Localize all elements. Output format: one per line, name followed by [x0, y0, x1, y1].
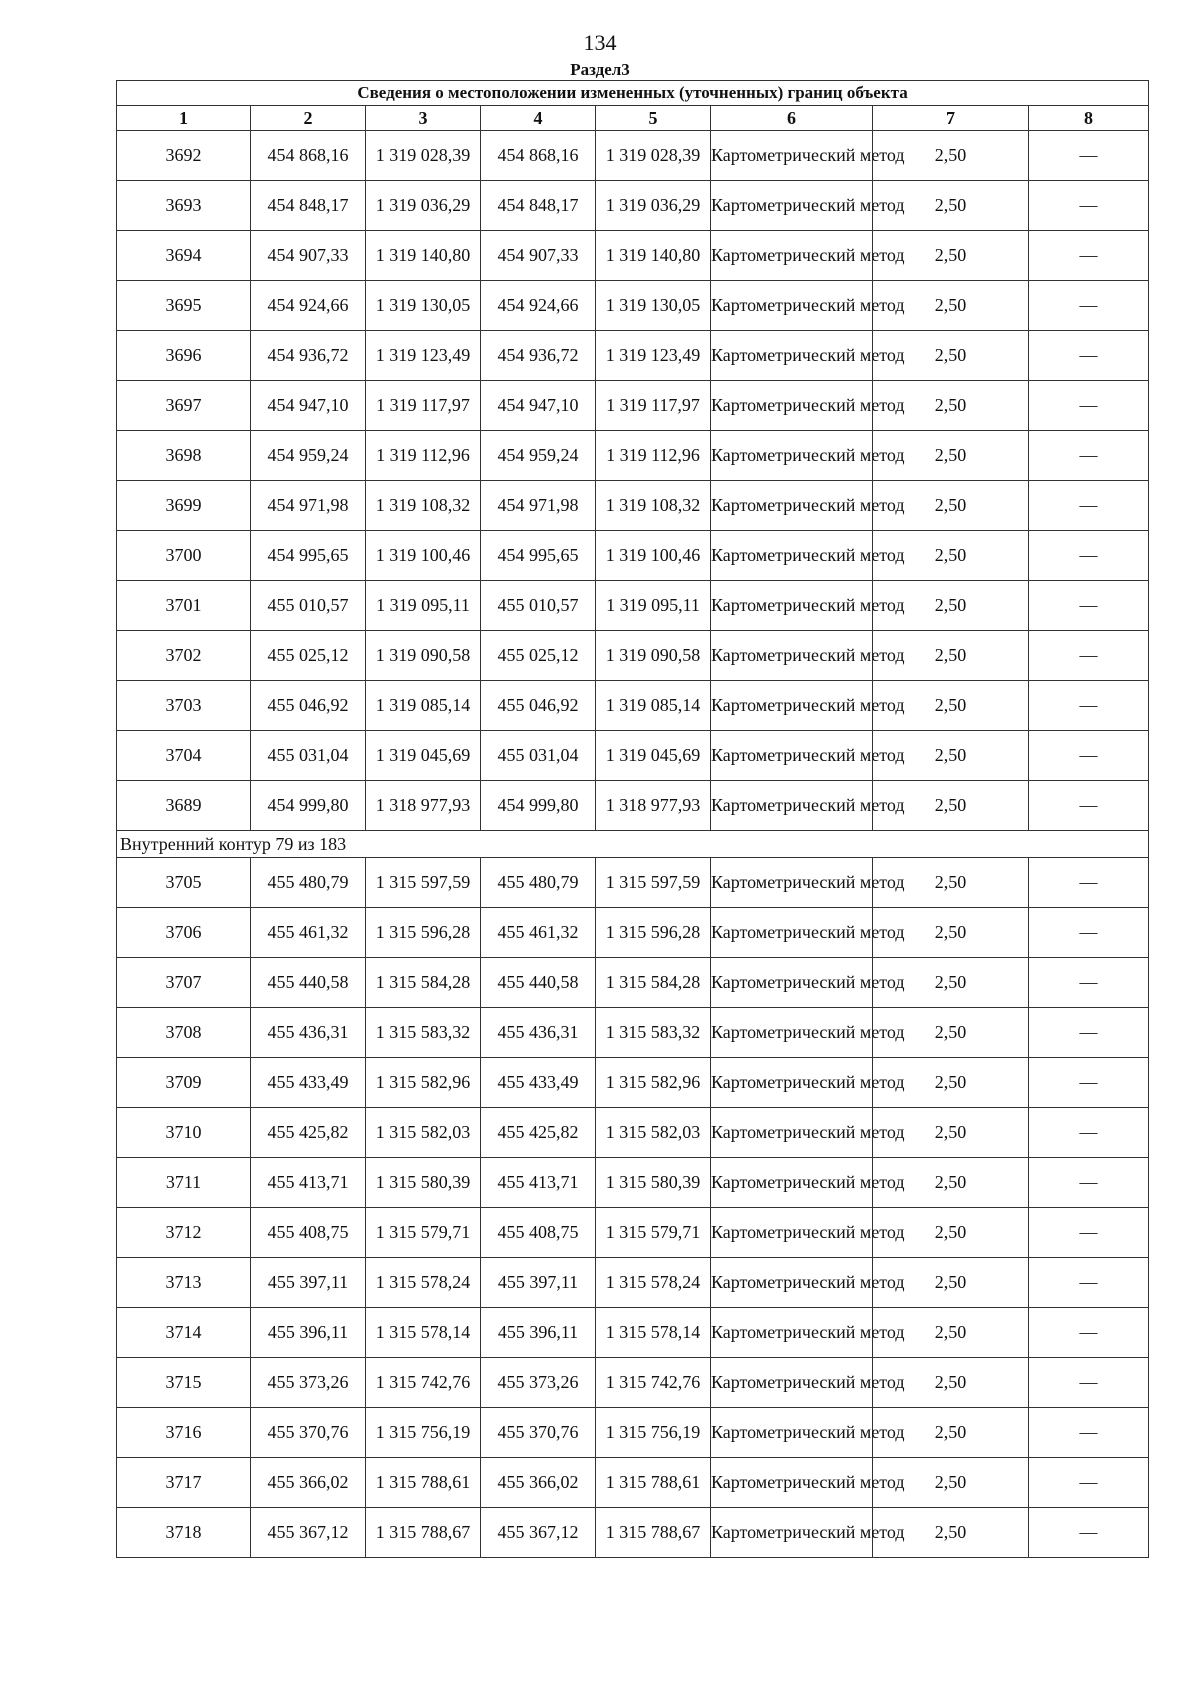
y-old-cell: 1 319 112,96	[366, 431, 481, 481]
accuracy-cell: 2,50	[873, 431, 1029, 481]
y-old-cell: 1 315 597,59	[366, 858, 481, 908]
y-old-cell: 1 319 117,97	[366, 381, 481, 431]
point-number-cell: 3710	[117, 1108, 251, 1158]
accuracy-cell: 2,50	[873, 958, 1029, 1008]
accuracy-cell: 2,50	[873, 731, 1029, 781]
x-new-cell: 454 868,16	[481, 131, 596, 181]
boundary-coordinates-table	[116, 80, 1149, 1558]
table-row	[117, 481, 1149, 531]
point-number-cell: 3717	[117, 1458, 251, 1508]
column-header: 2	[251, 106, 366, 131]
y-new-cell: 1 315 788,61	[596, 1458, 711, 1508]
accuracy-cell: 2,50	[873, 1408, 1029, 1458]
description-cell: —	[1029, 1158, 1149, 1208]
accuracy-cell: 2,50	[873, 1308, 1029, 1358]
description-cell: —	[1029, 581, 1149, 631]
description-cell: —	[1029, 1458, 1149, 1508]
table-row	[117, 1458, 1149, 1508]
table-row	[117, 1408, 1149, 1458]
column-header: 1	[117, 106, 251, 131]
y-old-cell: 1 318 977,93	[366, 781, 481, 831]
description-cell: —	[1029, 858, 1149, 908]
accuracy-cell: 2,50	[873, 1508, 1029, 1558]
table-row	[117, 958, 1149, 1008]
y-old-cell: 1 319 036,29	[366, 181, 481, 231]
table-row	[117, 1058, 1149, 1108]
x-new-cell: 455 433,49	[481, 1058, 596, 1108]
x-old-cell: 455 433,49	[251, 1058, 366, 1108]
y-new-cell: 1 318 977,93	[596, 781, 711, 831]
y-old-cell: 1 315 596,28	[366, 908, 481, 958]
x-new-cell: 455 436,31	[481, 1008, 596, 1058]
method-cell: Картометрический метод	[711, 731, 873, 781]
point-number-cell: 3707	[117, 958, 251, 1008]
x-old-cell: 454 848,17	[251, 181, 366, 231]
point-number-cell: 3702	[117, 631, 251, 681]
point-number-cell: 3703	[117, 681, 251, 731]
column-header: 3	[366, 106, 481, 131]
table-row	[117, 681, 1149, 731]
y-new-cell: 1 319 036,29	[596, 181, 711, 231]
description-cell: —	[1029, 731, 1149, 781]
method-cell: Картометрический метод	[711, 908, 873, 958]
accuracy-cell: 2,50	[873, 858, 1029, 908]
description-cell: —	[1029, 381, 1149, 431]
method-cell: Картометрический метод	[711, 331, 873, 381]
y-new-cell: 1 319 085,14	[596, 681, 711, 731]
accuracy-cell: 2,50	[873, 1358, 1029, 1408]
y-new-cell: 1 319 045,69	[596, 731, 711, 781]
accuracy-cell: 2,50	[873, 1158, 1029, 1208]
description-cell: —	[1029, 781, 1149, 831]
x-old-cell: 455 436,31	[251, 1008, 366, 1058]
x-new-cell: 455 413,71	[481, 1158, 596, 1208]
x-new-cell: 455 370,76	[481, 1408, 596, 1458]
description-cell: —	[1029, 681, 1149, 731]
y-old-cell: 1 315 578,14	[366, 1308, 481, 1358]
method-cell: Картометрический метод	[711, 131, 873, 181]
x-old-cell: 455 046,92	[251, 681, 366, 731]
y-new-cell: 1 315 742,76	[596, 1358, 711, 1408]
point-number-cell: 3713	[117, 1258, 251, 1308]
x-new-cell: 455 397,11	[481, 1258, 596, 1308]
y-new-cell: 1 315 578,24	[596, 1258, 711, 1308]
y-new-cell: 1 319 112,96	[596, 431, 711, 481]
x-old-cell: 455 396,11	[251, 1308, 366, 1358]
y-old-cell: 1 319 123,49	[366, 331, 481, 381]
point-number-cell: 3700	[117, 531, 251, 581]
y-old-cell: 1 319 090,58	[366, 631, 481, 681]
y-new-cell: 1 315 578,14	[596, 1308, 711, 1358]
accuracy-cell: 2,50	[873, 531, 1029, 581]
point-number-cell: 3698	[117, 431, 251, 481]
point-number-cell: 3705	[117, 858, 251, 908]
y-old-cell: 1 319 045,69	[366, 731, 481, 781]
table-row	[117, 231, 1149, 281]
table-row	[117, 131, 1149, 181]
x-old-cell: 455 480,79	[251, 858, 366, 908]
method-cell: Картометрический метод	[711, 1108, 873, 1158]
table-row	[117, 631, 1149, 681]
x-new-cell: 455 396,11	[481, 1308, 596, 1358]
point-number-cell: 3697	[117, 381, 251, 431]
accuracy-cell: 2,50	[873, 1008, 1029, 1058]
accuracy-cell: 2,50	[873, 1208, 1029, 1258]
y-old-cell: 1 315 584,28	[366, 958, 481, 1008]
y-old-cell: 1 315 583,32	[366, 1008, 481, 1058]
method-cell: Картометрический метод	[711, 1408, 873, 1458]
x-old-cell: 455 397,11	[251, 1258, 366, 1308]
accuracy-cell: 2,50	[873, 681, 1029, 731]
accuracy-cell: 2,50	[873, 131, 1029, 181]
contour-label-row	[117, 831, 1149, 858]
method-cell: Картометрический метод	[711, 1358, 873, 1408]
y-new-cell: 1 315 582,96	[596, 1058, 711, 1108]
x-old-cell: 455 440,58	[251, 958, 366, 1008]
x-old-cell: 455 366,02	[251, 1458, 366, 1508]
point-number-cell: 3701	[117, 581, 251, 631]
table-row	[117, 331, 1149, 381]
y-old-cell: 1 315 580,39	[366, 1158, 481, 1208]
x-old-cell: 455 031,04	[251, 731, 366, 781]
table-row	[117, 431, 1149, 481]
x-old-cell: 454 959,24	[251, 431, 366, 481]
point-number-cell: 3714	[117, 1308, 251, 1358]
x-old-cell: 455 461,32	[251, 908, 366, 958]
table-row	[117, 858, 1149, 908]
point-number-cell: 3718	[117, 1508, 251, 1558]
table-row	[117, 1508, 1149, 1558]
y-old-cell: 1 319 108,32	[366, 481, 481, 531]
y-old-cell: 1 315 579,71	[366, 1208, 481, 1258]
description-cell: —	[1029, 431, 1149, 481]
accuracy-cell: 2,50	[873, 1458, 1029, 1508]
table-row	[117, 1208, 1149, 1258]
point-number-cell: 3692	[117, 131, 251, 181]
method-cell: Картометрический метод	[711, 631, 873, 681]
x-new-cell: 454 924,66	[481, 281, 596, 331]
x-new-cell: 455 031,04	[481, 731, 596, 781]
y-new-cell: 1 319 123,49	[596, 331, 711, 381]
method-cell: Картометрический метод	[711, 958, 873, 1008]
method-cell: Картометрический метод	[711, 1258, 873, 1308]
accuracy-cell: 2,50	[873, 281, 1029, 331]
y-new-cell: 1 319 140,80	[596, 231, 711, 281]
table-row	[117, 381, 1149, 431]
x-old-cell: 455 025,12	[251, 631, 366, 681]
y-new-cell: 1 319 108,32	[596, 481, 711, 531]
method-cell: Картометрический метод	[711, 858, 873, 908]
y-new-cell: 1 315 756,19	[596, 1408, 711, 1458]
y-old-cell: 1 319 028,39	[366, 131, 481, 181]
x-new-cell: 455 010,57	[481, 581, 596, 631]
description-cell: —	[1029, 281, 1149, 331]
method-cell: Картометрический метод	[711, 1458, 873, 1508]
point-number-cell: 3689	[117, 781, 251, 831]
point-number-cell: 3709	[117, 1058, 251, 1108]
description-cell: —	[1029, 331, 1149, 381]
x-new-cell: 455 025,12	[481, 631, 596, 681]
y-new-cell: 1 319 130,05	[596, 281, 711, 331]
method-cell: Картометрический метод	[711, 1008, 873, 1058]
column-header: 8	[1029, 106, 1149, 131]
method-cell: Картометрический метод	[711, 1308, 873, 1358]
y-old-cell: 1 319 140,80	[366, 231, 481, 281]
x-new-cell: 454 848,17	[481, 181, 596, 231]
y-new-cell: 1 315 596,28	[596, 908, 711, 958]
accuracy-cell: 2,50	[873, 331, 1029, 381]
description-cell: —	[1029, 1208, 1149, 1258]
y-old-cell: 1 315 742,76	[366, 1358, 481, 1408]
x-new-cell: 455 366,02	[481, 1458, 596, 1508]
method-cell: Картометрический метод	[711, 581, 873, 631]
point-number-cell: 3712	[117, 1208, 251, 1258]
table-row	[117, 1158, 1149, 1208]
accuracy-cell: 2,50	[873, 908, 1029, 958]
x-old-cell: 455 408,75	[251, 1208, 366, 1258]
x-old-cell: 454 995,65	[251, 531, 366, 581]
method-cell: Картометрический метод	[711, 481, 873, 531]
y-new-cell: 1 319 090,58	[596, 631, 711, 681]
description-cell: —	[1029, 631, 1149, 681]
table-row	[117, 1108, 1149, 1158]
method-cell: Картометрический метод	[711, 681, 873, 731]
x-old-cell: 454 936,72	[251, 331, 366, 381]
y-new-cell: 1 315 584,28	[596, 958, 711, 1008]
y-old-cell: 1 315 582,96	[366, 1058, 481, 1108]
point-number-cell: 3694	[117, 231, 251, 281]
description-cell: —	[1029, 1508, 1149, 1558]
method-cell: Картометрический метод	[711, 1158, 873, 1208]
table-row	[117, 781, 1149, 831]
table-row	[117, 908, 1149, 958]
y-new-cell: 1 315 788,67	[596, 1508, 711, 1558]
description-cell: —	[1029, 908, 1149, 958]
point-number-cell: 3699	[117, 481, 251, 531]
method-cell: Картометрический метод	[711, 1058, 873, 1108]
y-old-cell: 1 319 100,46	[366, 531, 481, 581]
point-number-cell: 3711	[117, 1158, 251, 1208]
column-header: 4	[481, 106, 596, 131]
y-old-cell: 1 315 788,61	[366, 1458, 481, 1508]
table-row	[117, 1258, 1149, 1308]
table-caption: Сведения о местоположении измененных (уточненных) границ объекта	[117, 81, 1149, 106]
y-new-cell: 1 315 597,59	[596, 858, 711, 908]
y-old-cell: 1 315 756,19	[366, 1408, 481, 1458]
description-cell: —	[1029, 1108, 1149, 1158]
method-cell: Картометрический метод	[711, 181, 873, 231]
x-old-cell: 454 971,98	[251, 481, 366, 531]
method-cell: Картометрический метод	[711, 1508, 873, 1558]
table-row	[117, 181, 1149, 231]
x-old-cell: 455 367,12	[251, 1508, 366, 1558]
accuracy-cell: 2,50	[873, 231, 1029, 281]
x-new-cell: 454 959,24	[481, 431, 596, 481]
description-cell: —	[1029, 1258, 1149, 1308]
section-title: Раздел3	[570, 60, 630, 79]
description-cell: —	[1029, 1358, 1149, 1408]
x-new-cell: 455 367,12	[481, 1508, 596, 1558]
table-row	[117, 1008, 1149, 1058]
y-old-cell: 1 315 578,24	[366, 1258, 481, 1308]
accuracy-cell: 2,50	[873, 781, 1029, 831]
method-cell: Картометрический метод	[711, 231, 873, 281]
y-new-cell: 1 315 579,71	[596, 1208, 711, 1258]
description-cell: —	[1029, 131, 1149, 181]
x-new-cell: 454 907,33	[481, 231, 596, 281]
description-cell: —	[1029, 481, 1149, 531]
method-cell: Картометрический метод	[711, 281, 873, 331]
x-old-cell: 454 868,16	[251, 131, 366, 181]
y-new-cell: 1 315 582,03	[596, 1108, 711, 1158]
description-cell: —	[1029, 1408, 1149, 1458]
x-old-cell: 455 373,26	[251, 1358, 366, 1408]
y-old-cell: 1 319 095,11	[366, 581, 481, 631]
x-new-cell: 454 995,65	[481, 531, 596, 581]
accuracy-cell: 2,50	[873, 631, 1029, 681]
description-cell: —	[1029, 181, 1149, 231]
x-new-cell: 455 408,75	[481, 1208, 596, 1258]
method-cell: Картометрический метод	[711, 781, 873, 831]
y-old-cell: 1 319 085,14	[366, 681, 481, 731]
accuracy-cell: 2,50	[873, 181, 1029, 231]
x-new-cell: 454 999,80	[481, 781, 596, 831]
accuracy-cell: 2,50	[873, 581, 1029, 631]
x-old-cell: 454 999,80	[251, 781, 366, 831]
x-new-cell: 455 425,82	[481, 1108, 596, 1158]
accuracy-cell: 2,50	[873, 1258, 1029, 1308]
point-number-cell: 3704	[117, 731, 251, 781]
point-number-cell: 3695	[117, 281, 251, 331]
description-cell: —	[1029, 531, 1149, 581]
point-number-cell: 3708	[117, 1008, 251, 1058]
point-number-cell: 3696	[117, 331, 251, 381]
x-old-cell: 455 413,71	[251, 1158, 366, 1208]
x-new-cell: 454 947,10	[481, 381, 596, 431]
description-cell: —	[1029, 1008, 1149, 1058]
table-row	[117, 581, 1149, 631]
accuracy-cell: 2,50	[873, 1108, 1029, 1158]
x-new-cell: 454 971,98	[481, 481, 596, 531]
y-new-cell: 1 319 095,11	[596, 581, 711, 631]
accuracy-cell: 2,50	[873, 1058, 1029, 1108]
y-old-cell: 1 315 788,67	[366, 1508, 481, 1558]
x-old-cell: 455 425,82	[251, 1108, 366, 1158]
x-old-cell: 454 907,33	[251, 231, 366, 281]
description-cell: —	[1029, 1308, 1149, 1358]
description-cell: —	[1029, 958, 1149, 1008]
x-new-cell: 455 440,58	[481, 958, 596, 1008]
accuracy-cell: 2,50	[873, 481, 1029, 531]
x-new-cell: 454 936,72	[481, 331, 596, 381]
table-row	[117, 731, 1149, 781]
description-cell: —	[1029, 231, 1149, 281]
page-number: 134	[583, 30, 617, 55]
x-old-cell: 455 010,57	[251, 581, 366, 631]
column-header: 5	[596, 106, 711, 131]
accuracy-cell: 2,50	[873, 381, 1029, 431]
table-row	[117, 531, 1149, 581]
method-cell: Картометрический метод	[711, 431, 873, 481]
method-cell: Картометрический метод	[711, 381, 873, 431]
table-row	[117, 1308, 1149, 1358]
column-header: 6	[711, 106, 873, 131]
table-body	[117, 131, 1149, 1558]
point-number-cell: 3706	[117, 908, 251, 958]
x-old-cell: 454 947,10	[251, 381, 366, 431]
y-new-cell: 1 319 028,39	[596, 131, 711, 181]
column-header: 7	[873, 106, 1029, 131]
contour-label: Внутренний контур 79 из 183	[117, 831, 1149, 858]
x-old-cell: 454 924,66	[251, 281, 366, 331]
x-old-cell: 455 370,76	[251, 1408, 366, 1458]
point-number-cell: 3715	[117, 1358, 251, 1408]
x-new-cell: 455 480,79	[481, 858, 596, 908]
y-new-cell: 1 315 583,32	[596, 1008, 711, 1058]
x-new-cell: 455 373,26	[481, 1358, 596, 1408]
x-new-cell: 455 046,92	[481, 681, 596, 731]
y-new-cell: 1 315 580,39	[596, 1158, 711, 1208]
point-number-cell: 3716	[117, 1408, 251, 1458]
table-row	[117, 281, 1149, 331]
y-new-cell: 1 319 117,97	[596, 381, 711, 431]
method-cell: Картометрический метод	[711, 1208, 873, 1258]
y-old-cell: 1 315 582,03	[366, 1108, 481, 1158]
point-number-cell: 3693	[117, 181, 251, 231]
method-cell: Картометрический метод	[711, 531, 873, 581]
x-new-cell: 455 461,32	[481, 908, 596, 958]
description-cell: —	[1029, 1058, 1149, 1108]
table-row	[117, 1358, 1149, 1408]
y-new-cell: 1 319 100,46	[596, 531, 711, 581]
y-old-cell: 1 319 130,05	[366, 281, 481, 331]
